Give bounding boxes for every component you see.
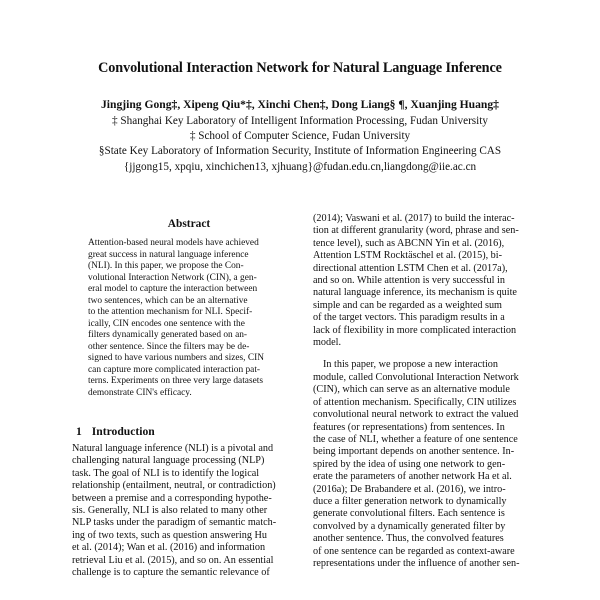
text-line: natural language inference, its mechanism is quite [313, 287, 517, 299]
text-line: tion at different granularity (word, phrase and sen- [313, 225, 519, 237]
paragraph [313, 213, 533, 349]
text-line: between a premise and a corresponding hypothe- [72, 492, 272, 504]
affiliation-line: ‡ School of Computer Science, Fudan University [189, 130, 411, 143]
text-line: task. The goal of NLI is to identify the logical [72, 467, 260, 479]
author-emails: {jjgong15, xpqiu, xinchichen13, xjhuang}@fudan.edu.cn,liangdong@iie.ac.cn [123, 160, 477, 173]
left-column-text [72, 443, 302, 579]
text-line: simple and can be regarded as a weighted sum [313, 299, 502, 311]
text-line: of attention mechanism. Specifically, CIN utilizes [313, 396, 517, 408]
text-line: terns. Experiments on three very large datasets [88, 376, 264, 386]
paper-title: Convolutional Interaction Network for Natural Language Inference [98, 60, 502, 76]
text-line: In this paper, we propose a new interaction [323, 359, 498, 371]
paragraph-gap [313, 349, 533, 359]
text-line: of the target vectors. This paradigm results in a [313, 312, 505, 324]
abstract-heading: Abstract [167, 218, 211, 230]
text-line: ing of two texts, such as question answering Hu [72, 529, 267, 541]
text-line: et al. (2014); Wan et al. (2016) and information [72, 542, 266, 554]
author-list: Jingjing Gong‡, Xipeng Qiu*‡, Xinchi Chen‡, Dong Liang§ ¶, Xuanjing Huang‡ [101, 98, 499, 111]
text-line: sis. Generally, NLI is also related to many other [72, 505, 268, 517]
text-line: eral model to capture the interaction between [88, 284, 258, 294]
affiliation-line: §State Key Laboratory of Information Security, Institute of Information Engineering CAS [98, 145, 502, 158]
text-line: module, called Convolutional Interaction Network [313, 371, 519, 383]
text-line: other sentence. Since the filters may be de- [88, 341, 250, 352]
text-line: convolved by a dynamically generated filter by [313, 520, 506, 532]
text-line: erate the parameters of another network Ha et al. [313, 471, 512, 483]
text-line: challenging natural language processing (NLP) [72, 455, 265, 467]
text-line: great success in natural language inference [88, 249, 249, 260]
text-line: and so on. While attention is very successful in [313, 275, 505, 287]
right-column-text [313, 213, 533, 570]
text-line: relationship (entailment, neutral, or contradiction) [72, 480, 276, 492]
affiliations [0, 114, 600, 175]
text-line: convolutional neural network to extract the valued [313, 409, 519, 421]
affiliation-line: ‡ Shanghai Key Laboratory of Intelligent Information Processing, Fudan University [112, 115, 488, 127]
text-line: being important depends on another sentence. In- [313, 446, 515, 458]
text-line: (CIN), which can serve as an alternative module [313, 384, 510, 396]
text-line: tence level), such as ABCNN Yin et al. (2016), [313, 237, 505, 249]
text-line: can capture more complicated interaction pat- [88, 364, 261, 375]
text-line: volutional Interaction Network (CIN), a gen- [88, 272, 257, 283]
text-line: to the attention mechanism for NLI. Specif- [88, 307, 253, 317]
text-line: generate convolutional filters. Each sentence is [313, 508, 505, 520]
text-line: another sentence. Thus, the convolved features [313, 533, 504, 545]
text-line: challenge is to capture the semantic relevance of [72, 567, 270, 579]
text-line: features (or representations) from sentences. In [313, 421, 505, 433]
text-line: duce a filter generation network to dynamically [313, 495, 507, 507]
text-line: spired by the idea of using one network to gen- [313, 458, 506, 470]
text-line: directional attention LSTM Chen et al. (2017a), [313, 262, 508, 274]
text-line: model. [313, 337, 342, 349]
text-line: NLP tasks under the paradigm of semantic match- [72, 517, 277, 529]
text-line: lack of flexibility in more complicated interaction [313, 324, 517, 336]
text-line: Attention LSTM Rocktäschel et al. (2015), bi- [313, 250, 502, 262]
text-line: retrieval Liu et al. (2015), and so on. An essential [72, 554, 274, 566]
text-line: filters dynamically generated based on an- [88, 330, 248, 340]
text-line: (2014); Vaswani et al. (2017) to build the interac- [313, 213, 515, 224]
text-line: (NLI). In this paper, we propose the Con- [88, 261, 244, 271]
text-line: Natural language inference (NLI) is a pivotal and [72, 443, 274, 454]
text-line: of one sentence can be regarded as context-aware [313, 545, 515, 557]
section-heading [76, 425, 155, 438]
text-line: ically, CIN encodes one sentence with the [88, 318, 245, 329]
text-line: two sentences, which can be an alternative [88, 295, 248, 306]
text-line: the case of NLI, whether a feature of one sentence [313, 433, 518, 445]
section-number: 1 [76, 425, 82, 438]
abstract-body [88, 238, 288, 399]
paragraph [313, 359, 533, 570]
section-title: Introduction [91, 425, 155, 438]
text-line: representations under the influence of another sen- [313, 557, 520, 569]
text-line: demonstrate CIN's efficacy. [88, 387, 192, 398]
text-line: signed to have various numbers and sizes, CIN [88, 353, 265, 363]
text-line: Attention-based neural models have achieved [88, 238, 259, 248]
text-line: (2016a); De Brabandere et al. (2016), we intro- [313, 483, 506, 495]
